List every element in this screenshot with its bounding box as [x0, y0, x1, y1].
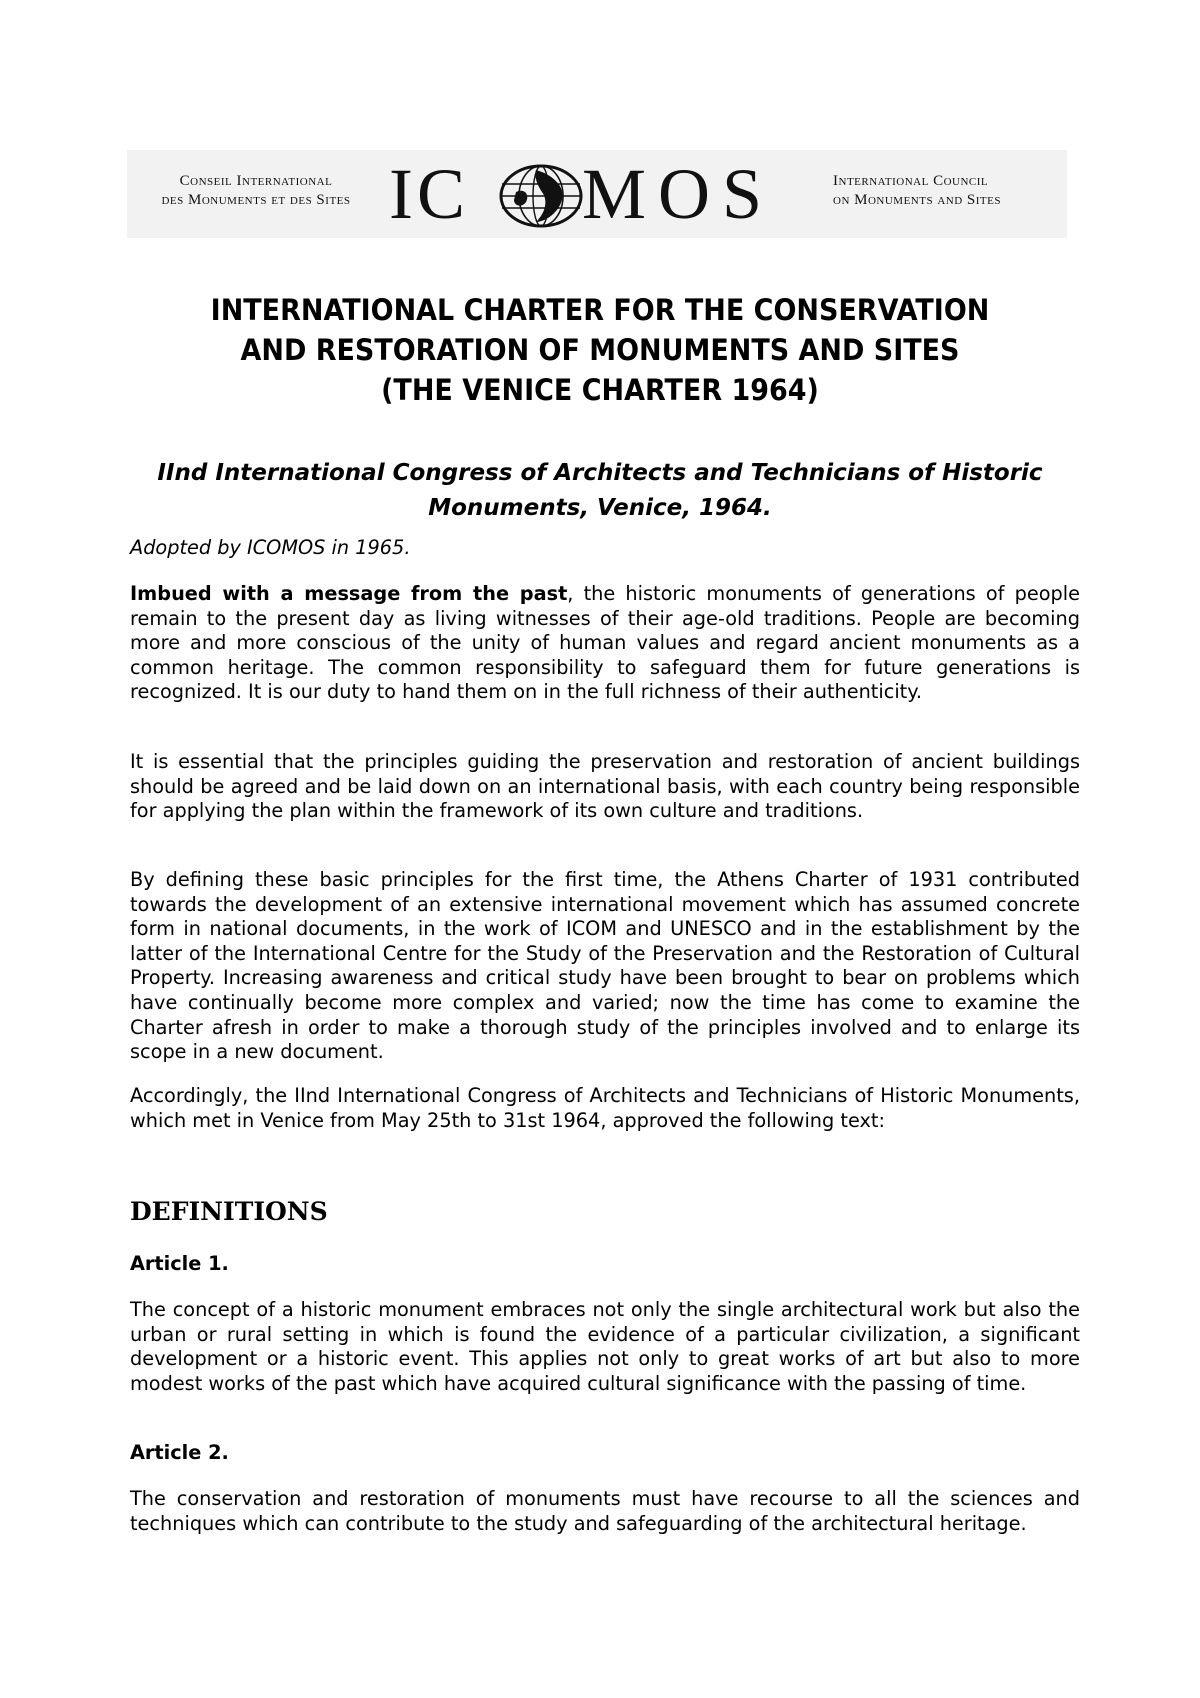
subtitle-line1: IInd International Congress of Architects and Technicians of Historic — [157, 460, 1043, 486]
article-2-title: Article 2. — [130, 1441, 229, 1464]
title-line2: AND RESTORATION OF MONUMENTS AND SITES — [240, 333, 960, 367]
congress-subtitle — [100, 456, 1100, 526]
title-line1: INTERNATIONAL CHARTER FOR THE CONSERVATION — [210, 293, 990, 327]
document-title — [135, 290, 1065, 410]
globe-icon — [496, 164, 586, 228]
icomos-wordmark — [389, 156, 809, 232]
logo-english-name — [833, 172, 1053, 210]
icomos-logo-banner — [127, 150, 1067, 238]
logo-french-line2: des Monuments et des Sites — [161, 192, 351, 208]
wordmark-ic: IC — [389, 154, 469, 234]
wordmark-mos: MOS — [582, 154, 775, 234]
adopted-note: Adopted by ICOMOS in 1965. — [130, 536, 411, 559]
preamble-p1-rest: , the historic monuments of generations of people remain to the present day as living witnesses of their age-old traditions. People are becoming more and more conscious of the unity of human values and regard ancient monuments as a common heritage. The common responsibility to safeguard them for future generations is recognized. It is our duty to hand them on in the full richness of their authenticity. — [130, 582, 1080, 704]
definitions-heading: DEFINITIONS — [130, 1197, 328, 1226]
preamble-paragraph-2: It is essential that the principles guiding the preservation and restoration of ancient buildings should be agreed and be laid down on an international basis, with each country being responsible for applying the plan within the framework of its own culture and traditions. — [130, 750, 1080, 823]
logo-french-name — [141, 172, 371, 210]
logo-english-line1: International Council — [833, 173, 989, 189]
preamble-lead: Imbued with a message from the past — [130, 582, 568, 605]
logo-english-line2: on Monuments and Sites — [833, 192, 1001, 208]
title-line3: (THE VENICE CHARTER 1964) — [381, 373, 819, 407]
article-1-title: Article 1. — [130, 1252, 229, 1275]
preamble-paragraph-4: Accordingly, the IInd International Congress of Architects and Technicians of Historic Monuments, which met in Venice from May 25th to 31st 1964, approved the following text: — [130, 1084, 1080, 1132]
article-2-text: The conservation and restoration of monuments must have recourse to all the sciences and techniques which can contribute to the study and safeguarding of the architectural heritage. — [130, 1487, 1080, 1535]
logo-french-line1: Conseil International — [179, 173, 333, 189]
preamble-paragraph-3: By defining these basic principles for the first time, the Athens Charter of 1931 contributed towards the development of an extensive international movement which has assumed concrete form in national documents, in the work of ICOM and UNESCO and in the establishment by the latter of the International Centre for the Study of the Preservation and the Restoration of Cultural Property. Increasing awareness and critical study have been brought to bear on problems which have continually become more complex and varied; now the time has come to examine the Charter afresh in order to make a thorough study of the principles involved and to enlarge its scope in a new document. — [130, 868, 1080, 1064]
subtitle-line2: Monuments, Venice, 1964. — [428, 495, 772, 521]
article-1-text: The concept of a historic monument embraces not only the single architectural work but also the urban or rural setting in which is found the evidence of a particular civilization, a significant development or a historic event. This applies not only to great works of art but also to more modest works of the past which have acquired cultural significance with the passing of time. — [130, 1298, 1080, 1395]
preamble-paragraph-1 — [130, 582, 1080, 705]
